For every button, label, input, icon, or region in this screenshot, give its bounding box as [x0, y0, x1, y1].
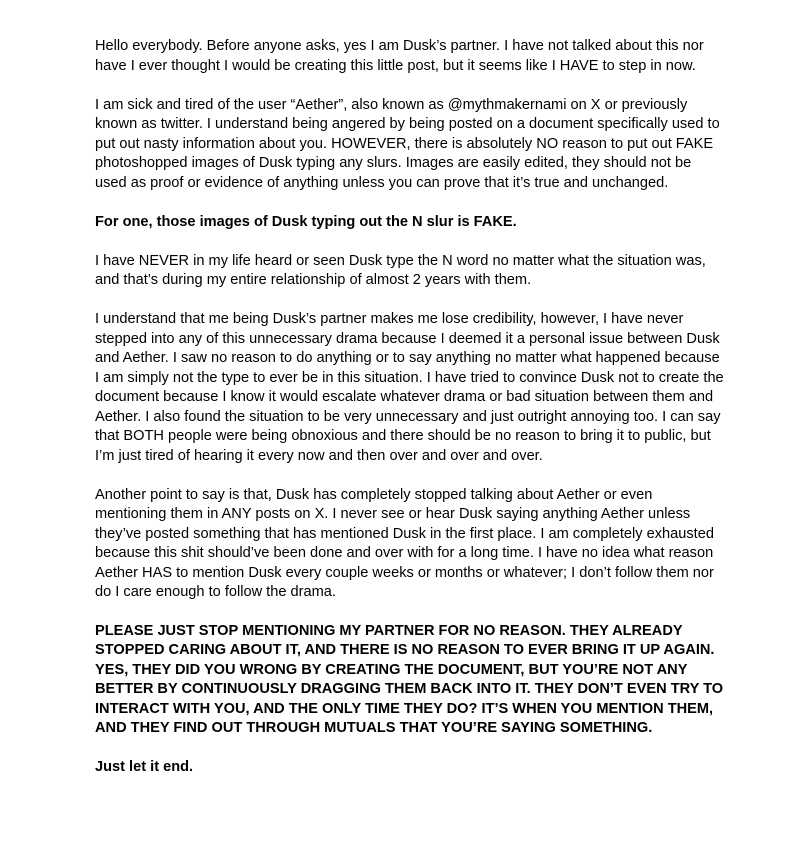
paragraph-another-point: Another point to say is that, Dusk has completely stopped talking about Aether or even mentioning them in ANY posts on X. I never see or hear Dusk saying anything Aether unless they’ve posted something that has mentioned Dusk in the first place. I am completely exhausted because this shit should’ve been done and over with for a long time. I have no idea what reason Aether HAS to mention Dusk every couple weeks or months or whatever; I don’t follow them nor do I care enough to follow the drama. — [95, 486, 714, 600]
paragraph-denial: I have NEVER in my life heard or seen Dusk type the N word no matter what the situation was, and that’s during my entire relationship of almost 2 years with them. — [95, 252, 706, 288]
paragraph-credibility: I understand that me being Dusk’s partner makes me lose credibility, however, I have never stepped into any of this unnecessary drama because I deemed it a personal issue between Dusk and Aether. I saw no reason to do anything or to say anything no matter what happened because I am simply not the type to ever be in this situation. I have tried to convince Dusk not to create the document because I know it would escalate whatever drama or bad situation between them and Aether. I also found the situation to be very unnecessary and just outright annoying too. I can say that BOTH people were being obnoxious and there should be no reason to bring it to public, but I’m just tired of hearing it every now and then over and over and over. — [95, 311, 724, 464]
paragraph-plea: PLEASE JUST STOP MENTIONING MY PARTNER FOR NO REASON. THEY ALREADY STOPPED CARING ABOUT IT, AND THERE IS NO REASON TO EVER BRING IT UP AGAIN. YES, THEY DID YOU WRONG BY CREATING THE DOCUMENT, BUT YOU’RE NOT ANY BETTER BY CONTINUOUSLY DRAGGING THEM BACK INTO IT. THEY DON’T EVEN TRY TO INTERACT WITH YOU, AND THE ONLY TIME THEY DO? IT’S WHEN YOU MENTION THEM, AND THEY FIND OUT THROUGH MUTUALS THAT YOU’RE SAYING SOMETHING. — [95, 623, 724, 737]
paragraph-complaint: I am sick and tired of the user “Aether”, also known as @mythmakernami on X or previously known as twitter. I understand being angered by being posted on a document specifically used to put out nasty information about you. HOWEVER, there is absolutely NO reason to put out FAKE photoshopped images of Dusk typing any slurs. Images are easily edited, they should not be used as proof or evidence of anything unless you can prove that it’s true and unchanged. — [95, 96, 720, 191]
paragraph-closing: Just let it end. — [95, 758, 194, 775]
paragraph-claim-heading: For one, those images of Dusk typing out the N slur is FAKE. — [95, 213, 517, 230]
document-body — [95, 37, 725, 797]
paragraph-introduction: Hello everybody. Before anyone asks, yes I am Dusk’s partner. I have not talked about this nor have I ever thought I would be creating this little post, but it seems like I HAVE to step in now. — [95, 38, 704, 74]
